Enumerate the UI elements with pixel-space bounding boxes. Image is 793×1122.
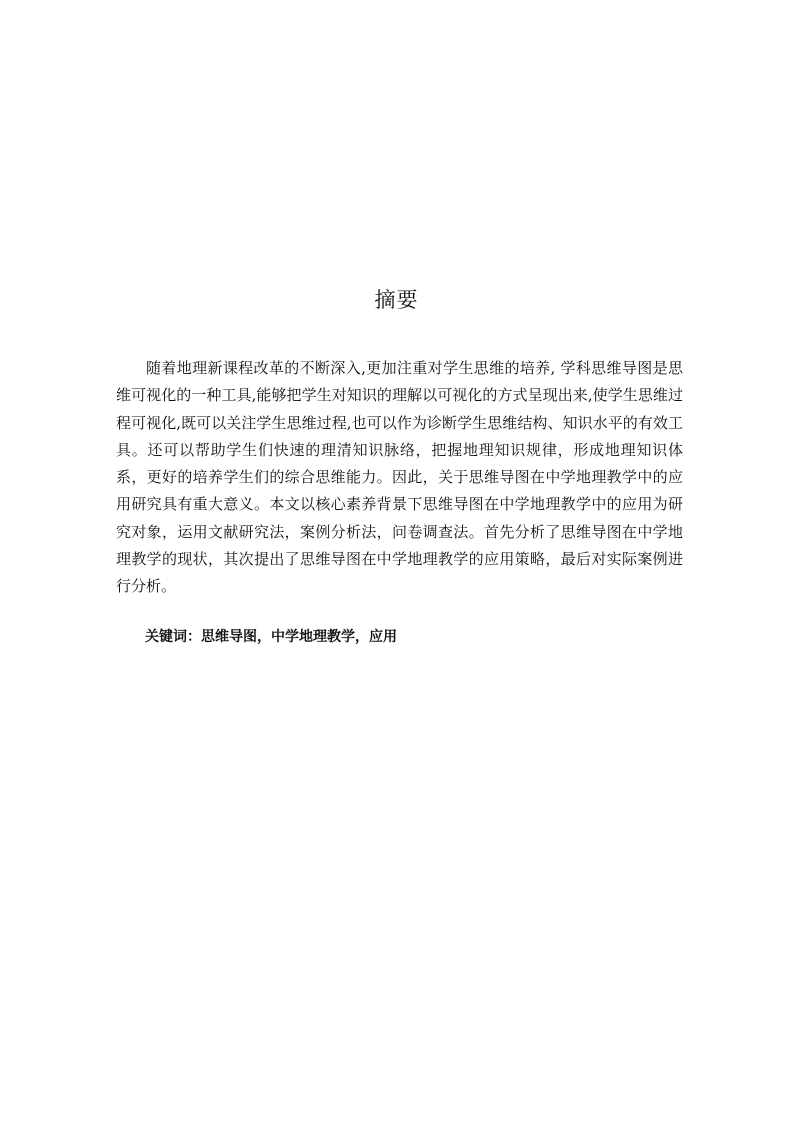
abstract-title: 摘要 [374,288,419,312]
keywords-line [145,626,685,648]
keywords-value: 思维导图，中学地理教学，应用 [201,629,397,645]
abstract-body: 随着地理新课程改革的不断深入,更加注重对学生思维的培养, 学科思维导图是思维可视化的一种工具,能够把学生对知识的理解以可视化的方式呈现出来,使学生思维过程可视化,既可以关注学生思维过程,也可以作为诊断学生思维结构、知识水平的有效工具。还可以帮助学生们快速的理清知识脉络，把握地理知识规律，形成地理知识体系，更好的培养学生们的综合思维能力。因此，关于思维导图在中学地理教学中的应用研究具有重大意义。本文以核心素养背景下思维导图在中学地理教学中的应用为研究对象，运用文献研究法，案例分析法，问卷调查法。首先分析了思维导图在中学地理教学的现状，其次提出了思维导图在中学地理教学的应用策略，最后对实际案例进行分析。 [116,359,683,596]
keywords-label: 关键词： [145,629,201,645]
